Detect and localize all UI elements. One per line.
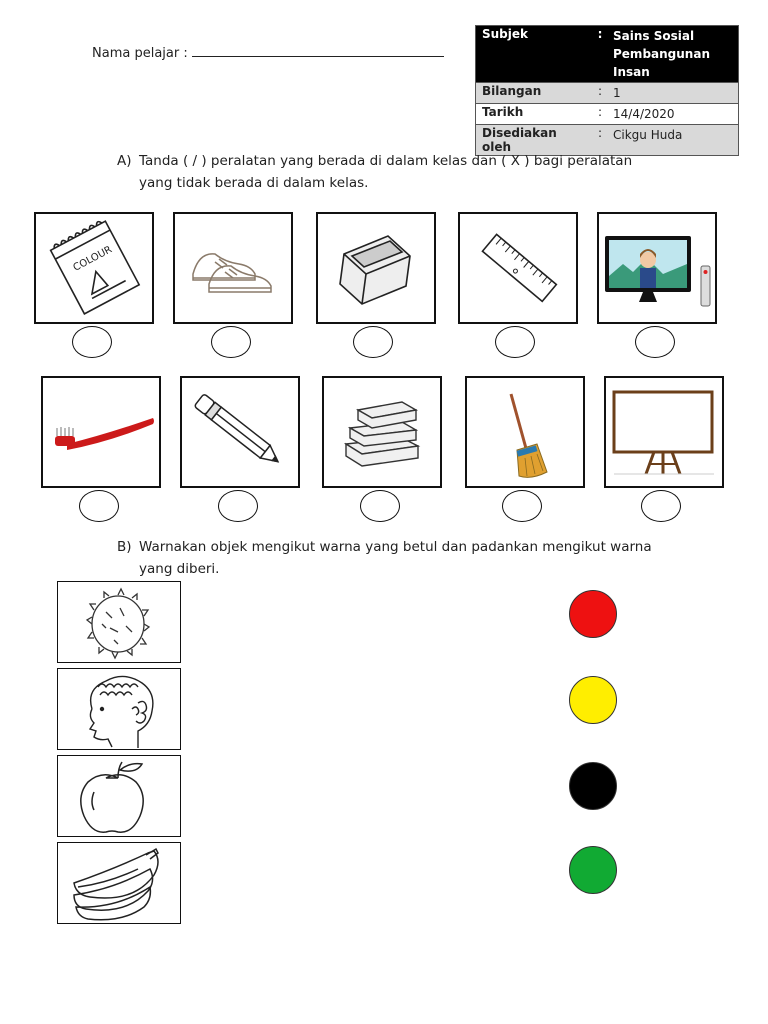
whiteboard-icon — [606, 378, 722, 486]
answer-ring-whiteboard[interactable] — [641, 490, 681, 522]
info-colon: : — [593, 125, 607, 156]
item-box-notebook — [34, 212, 154, 324]
item-box-ruler — [458, 212, 578, 324]
info-value: 1 — [607, 83, 739, 104]
info-row-number — [476, 83, 739, 104]
info-key: Tarikh — [476, 104, 594, 125]
item-box-whiteboard — [604, 376, 724, 488]
answer-ring-shoes[interactable] — [211, 326, 251, 358]
toothbrush-icon — [43, 378, 159, 486]
color-dot-black[interactable] — [569, 762, 617, 810]
section-a-line1: Tanda ( / ) peralatan yang berada di dalam kelas dan ( X ) bagi peralatan — [139, 153, 633, 169]
section-b-line2: yang diberi. — [139, 561, 220, 577]
object-box-hair[interactable] — [57, 668, 181, 750]
student-name-label: Nama pelajar : — [92, 46, 188, 61]
object-box-durian[interactable] — [57, 581, 181, 663]
item-box-shoes — [173, 212, 293, 324]
item-box-toothbrush — [41, 376, 161, 488]
object-box-apple[interactable] — [57, 755, 181, 837]
pencil-icon — [182, 378, 298, 486]
info-key: Bilangan — [476, 83, 594, 104]
student-name-line — [92, 44, 444, 61]
info-value: Cikgu Huda — [607, 125, 739, 156]
answer-ring-eraser[interactable] — [353, 326, 393, 358]
answer-ring-toothbrush[interactable] — [79, 490, 119, 522]
info-key: Disediakan oleh — [476, 125, 594, 156]
answer-ring-broom[interactable] — [502, 490, 542, 522]
info-colon: : — [593, 83, 607, 104]
curly-hair-icon — [58, 669, 179, 748]
item-box-eraser — [316, 212, 436, 324]
answer-ring-television[interactable] — [635, 326, 675, 358]
info-table — [475, 25, 739, 156]
info-key: Subjek — [476, 26, 594, 83]
info-colon: : — [593, 104, 607, 125]
info-row-date — [476, 104, 739, 125]
apple-icon — [58, 756, 179, 835]
info-value: Sains Sosial Pembangunan Insan — [607, 26, 739, 83]
item-box-television — [597, 212, 717, 324]
television-icon — [599, 214, 715, 322]
student-name-blank[interactable] — [192, 44, 444, 57]
info-row-subject — [476, 26, 739, 83]
broom-icon — [467, 378, 583, 486]
info-value: 14/4/2020 — [607, 104, 739, 125]
color-dot-red[interactable] — [569, 590, 617, 638]
notebook-icon — [36, 214, 152, 322]
section-a-line2: yang tidak berada di dalam kelas. — [139, 175, 369, 191]
eraser-icon — [318, 214, 434, 322]
item-box-broom — [465, 376, 585, 488]
svg-text:COLOUR: COLOUR — [71, 244, 114, 274]
item-box-books — [322, 376, 442, 488]
object-box-banana[interactable] — [57, 842, 181, 924]
books-icon — [324, 378, 440, 486]
section-a-instruction — [117, 150, 632, 194]
answer-ring-pencil[interactable] — [218, 490, 258, 522]
color-dot-green[interactable] — [569, 846, 617, 894]
section-b-instruction — [117, 536, 652, 580]
answer-ring-notebook[interactable] — [72, 326, 112, 358]
durian-icon — [58, 582, 179, 661]
shoes-icon — [175, 214, 291, 322]
section-a-label: A) — [117, 153, 132, 169]
ruler-icon — [460, 214, 576, 322]
info-colon: : — [593, 26, 607, 83]
banana-icon — [58, 843, 179, 922]
item-box-pencil — [180, 376, 300, 488]
section-b-line1: Warnakan objek mengikut warna yang betul dan padankan mengikut warna — [139, 539, 652, 555]
answer-ring-ruler[interactable] — [495, 326, 535, 358]
section-b-label: B) — [117, 539, 132, 555]
answer-ring-books[interactable] — [360, 490, 400, 522]
color-dot-yellow[interactable] — [569, 676, 617, 724]
